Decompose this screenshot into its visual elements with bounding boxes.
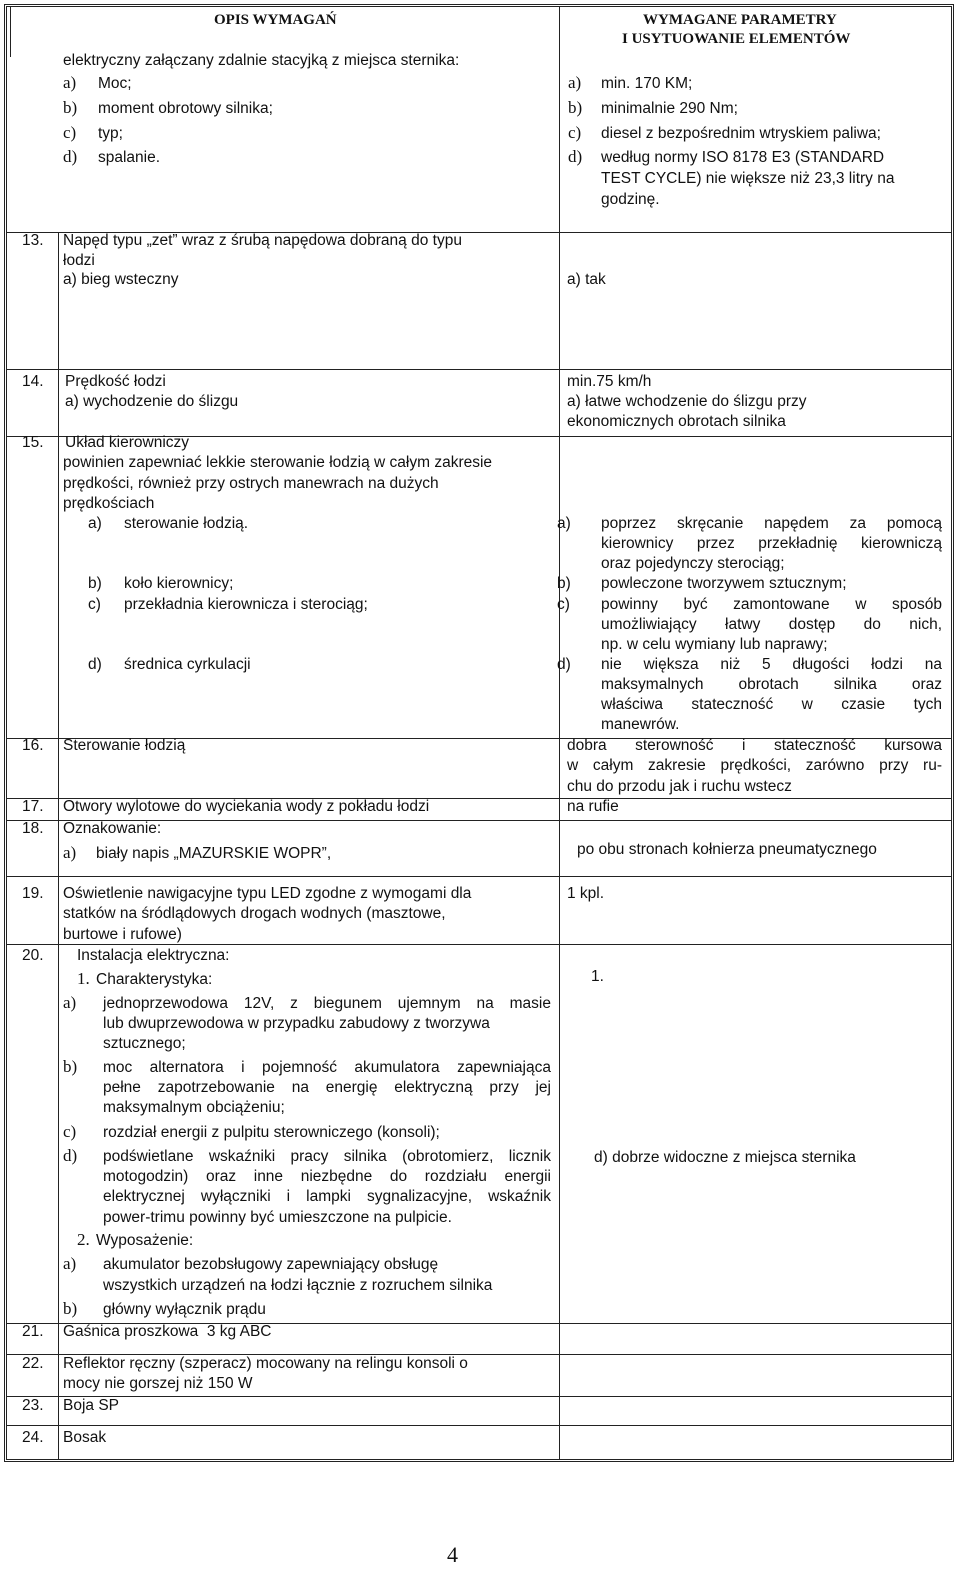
row-20-item-letter: a) [63,1254,77,1273]
row-20-section: Charakterystyka: [96,971,213,988]
row-15-text: Układ kierowniczy [65,434,190,451]
row-13-text: a) bieg wsteczny [63,271,179,288]
row-24-text: Bosak [63,1429,107,1446]
row-15-param: nie większa niż 5 długości łodzi na [601,656,942,673]
row-number: 22. [22,1355,44,1372]
row-13-text: Napęd typu „zet” wraz z śrubą napędowa dobraną do typu [63,232,462,249]
row-20-item: podświetlane wskaźniki pracy silnika (obrotomierz, licznik [103,1148,551,1165]
row-number: 20. [22,947,44,964]
row-15-item-letter: d) [88,656,102,673]
header-col-right-2: I USYTUOWANIE ELEMENTÓW [622,31,851,47]
row-15-param: umożliwiający łatwy dostęp do nich, [601,616,942,633]
row-20-item-letter: b) [63,1299,78,1318]
row-14-param: ekonomicznych obrotach silnika [567,413,786,430]
row-number: 24. [22,1429,44,1446]
row-15-item: przekładnia kierownicza i sterociąg; [124,596,368,613]
engine-param: min. 170 KM; [601,75,693,92]
row-21-text: Gaśnica proszkowa 3 kg ABC [63,1323,272,1340]
engine-item: Moc; [98,75,132,92]
row-number: 17. [22,798,44,815]
engine-intro: elektryczny załączany zdalnie stacyjką z miejsca sternika: [63,52,460,69]
row-20-section-num: 2. [77,1230,90,1249]
row-15-param: manewrów. [601,716,680,733]
row-15-param: poprzez skręcanie napędem za pomocą [601,515,942,532]
row-19-text: statków na śródlądowych drogach wodnych (masztowe, [63,905,446,922]
row-15-param-letter: a) [557,515,571,532]
row-15-param: kierownicy przez przekładnię kierowniczą [601,535,942,552]
row-20-item: wszystkich urządzeń na łodzi łącznie z rozruchem silnika [103,1277,493,1294]
col-divider-num [58,232,59,1459]
row-15-param: powinny być zamontowane w sposób [601,596,942,613]
engine-param-letter: b) [568,98,583,117]
engine-item-letter: a) [63,73,77,92]
engine-item-letter: b) [63,98,78,117]
engine-item-letter: d) [63,147,78,166]
row-15-item: średnica cyrkulacji [124,656,251,673]
row-22-text: Reflektor ręczny (szperacz) mocowany na relingu konsoli o [63,1355,468,1372]
engine-item: moment obrotowy silnika; [98,100,273,117]
row-16-param: dobra sterowność i stateczność kursowa [567,737,942,754]
row-line [7,876,951,877]
row-13-text: łodzi [63,252,95,269]
row-15-item-letter: c) [88,596,101,613]
row-14-param: a) łatwe wchodzenie do ślizgu przy [567,393,807,410]
row-number: 16. [22,737,44,754]
row-15-item-letter: a) [88,515,102,532]
row-20-item: rozdział energii z pulpitu sterowniczego (konsoli); [103,1124,440,1141]
engine-param-letter: c) [568,123,582,142]
row-16-param: w całym zakresie prędkości, zarówno przy ru- [567,757,942,774]
header-divider-left [10,7,11,57]
row-15-item: sterowanie łodzią. [124,515,249,532]
engine-item: typ; [98,125,123,142]
row-20-item-letter: d) [63,1146,78,1165]
row-23-text: Boja SP [63,1397,120,1414]
col-divider-main [559,7,560,1459]
row-20-title: Instalacja elektryczna: [77,947,230,964]
row-number: 23. [22,1397,44,1414]
header-col-right-1: WYMAGANE PARAMETRY [643,12,837,28]
row-line [7,369,951,370]
engine-param-cont: TEST CYCLE) nie większe niż 23,3 litry na [601,170,895,187]
row-14-param: min.75 km/h [567,373,652,390]
row-20-section: Wyposażenie: [96,1232,194,1249]
row-15-param: maksymalnych obrotach silnika oraz [601,676,942,693]
row-line [7,1396,951,1397]
row-15-param: właściwa stateczność w czasie tych [601,696,942,713]
row-15-param-letter: d) [557,656,571,673]
row-19-text: Oświetlenie nawigacyjne typu LED zgodne z wymogami dla [63,885,472,902]
row-number: 14. [22,373,44,390]
row-20-item: sztucznego; [103,1035,186,1052]
row-20-item: elektrycznej wyłączniki i lampki sygnalizacyjne, wskaźnik [103,1188,551,1205]
row-20-item: maksymalnym obciążeniu; [103,1099,285,1116]
row-20-item: power-trimu powinny być umieszczone na pulpicie. [103,1209,452,1226]
row-22-text: mocy nie gorszej niż 150 W [63,1375,253,1392]
row-16-param: chu do przodu jak i ruchu wstecz [567,778,792,795]
row-13-param: a) tak [567,271,606,288]
engine-param: minimalnie 290 Nm; [601,100,738,117]
row-15-item-letter: b) [88,575,102,592]
row-19-text: burtowe i rufowe) [63,926,182,943]
row-18-param: po obu stronach kołnierza pneumatycznego [577,841,877,858]
row-18-text: Oznakowanie: [63,820,162,837]
row-15-param: np. w celu wymiany lub naprawy; [601,636,828,653]
row-20-item-letter: b) [63,1057,78,1076]
engine-param-letter: d) [568,147,583,166]
engine-param: diesel z bezpośrednim wtryskiem paliwa; [601,125,881,142]
row-18-item-letter: a) [63,843,77,862]
engine-item-letter: c) [63,123,77,142]
row-19-param: 1 kpl. [567,885,605,902]
row-number: 13. [22,232,44,249]
row-number: 21. [22,1323,44,1340]
row-number: 19. [22,885,44,902]
row-15-item: koło kierownicy; [124,575,234,592]
row-18-item: biały napis „MAZURSKIE WOPR”, [96,845,332,862]
row-15-param-letter: b) [557,575,571,592]
row-20-item: pełne zapotrzebowanie na energię elektryczną przy jej [103,1079,551,1096]
row-14-text: Prędkość łodzi [65,373,166,390]
row-14-text: a) wychodzenie do ślizgu [65,393,239,410]
row-15-param: oraz pojedynczy sterociąg; [601,555,785,572]
row-15-text: prędkościach [63,495,155,512]
engine-item: spalanie. [98,149,161,166]
row-20-item: jednoprzewodowa 12V, z biegunem ujemnym na masie [103,995,551,1012]
row-20-item: akumulator bezobsługowy zapewniający obsługę [103,1256,439,1273]
row-20-param: 1. [591,968,604,985]
row-15-text: prędkości, również przy ostrych manewrach na dużych [63,475,439,492]
row-20-item-letter: c) [63,1122,77,1141]
row-20-section-num: 1. [77,969,90,988]
engine-param: według normy ISO 8178 E3 (STANDARD [601,149,885,166]
row-20-item-letter: a) [63,993,77,1012]
engine-param-letter: a) [568,73,582,92]
row-15-param: powleczone tworzywem sztucznym; [601,575,847,592]
row-line [7,1425,951,1426]
row-17-param: na rufie [567,798,619,815]
page-number: 4 [447,1542,458,1567]
row-16-text: Sterowanie łodzią [63,737,186,754]
row-20-item: główny wyłącznik prądu [103,1301,266,1318]
row-number: 15. [22,434,44,451]
header-col-left: OPIS WYMAGAŃ [214,12,337,28]
row-number: 18. [22,820,44,837]
row-20-item: lub dwuprzewodowa w przypadku zabudowy z tworzywa [103,1015,490,1032]
row-15-text: powinien zapewniać lekkie sterowanie łodzią w całym zakresie [63,454,493,471]
engine-param-cont: godzinę. [601,191,660,208]
row-20-item: moc alternatora i pojemność akumulatora zapewniająca [103,1059,551,1076]
row-15-param-letter: c) [557,596,570,613]
row-20-param: d) dobrze widoczne z miejsca sternika [594,1149,856,1166]
row-17-text: Otwory wylotowe do wyciekania wody z pokładu łodzi [63,798,430,815]
row-20-item: motogodzin) oraz inne niezbędne do rozdziału energii [103,1168,551,1185]
